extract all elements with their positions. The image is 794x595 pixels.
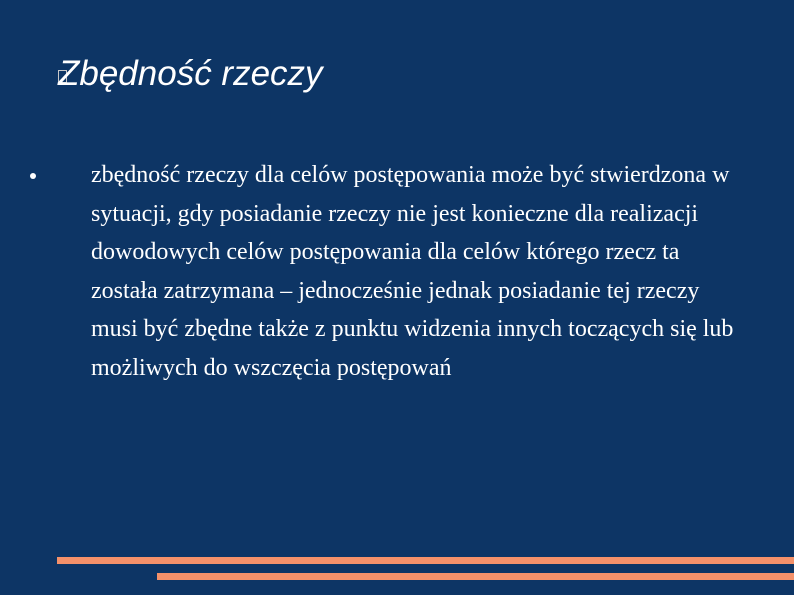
- accent-bar-lower: [157, 573, 794, 580]
- accent-bar-upper: [57, 557, 794, 564]
- slide-title: Zbędność rzeczy: [58, 54, 323, 93]
- bullet-dot-icon: [30, 173, 36, 179]
- bullet-text: zbędność rzeczy dla celów postępowania może być stwierdzona w sytuacji, gdy posiadanie rzeczy nie jest konieczne dla realizacji dowodowych celów postępowania dla celów którego rzecz ta została zatrzymana – jednocześnie jednak posiadanie tej rzeczy musi być zbędne także z punktu widzenia innych toczących się lub możliwych do wszczęcia postępowań: [91, 162, 734, 381]
